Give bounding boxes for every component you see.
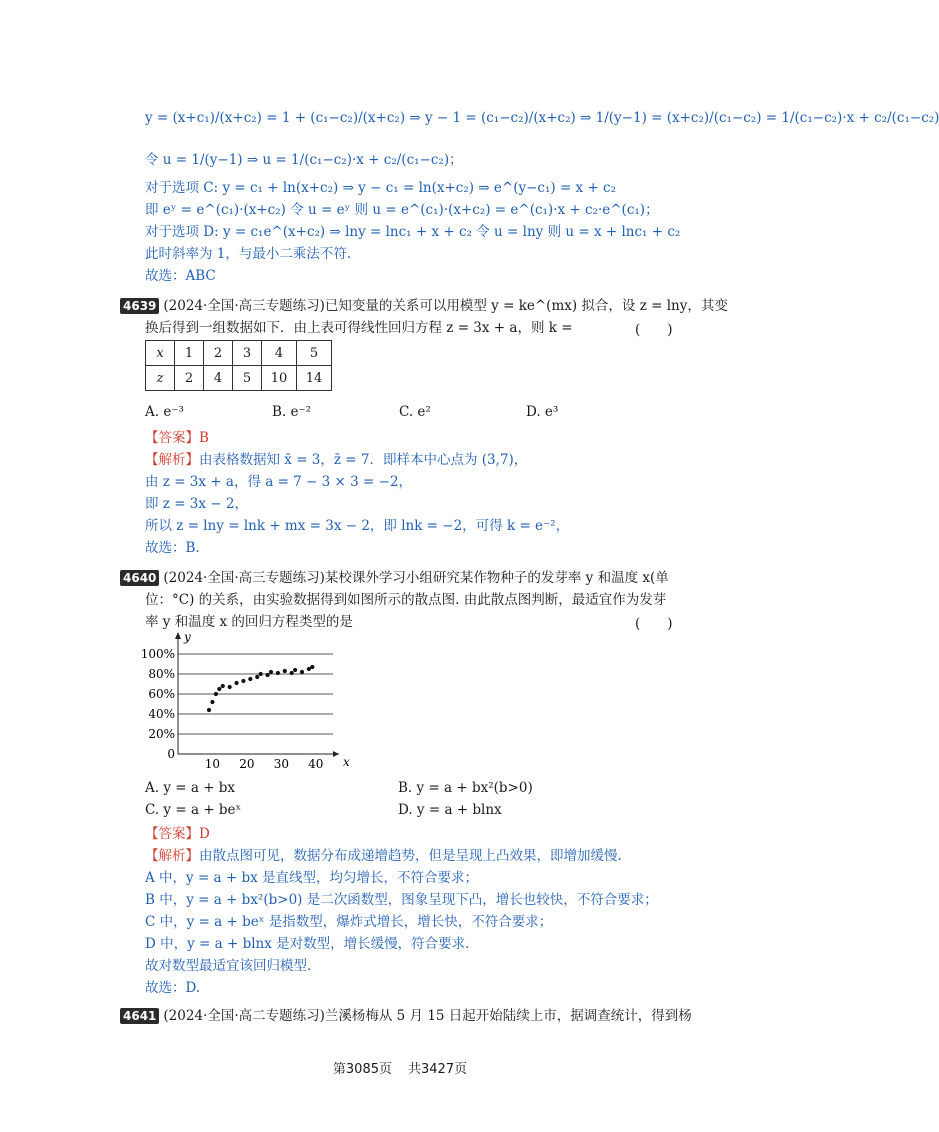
- data-point: [300, 670, 304, 674]
- answer-tag: 【答案】: [145, 430, 199, 446]
- question-4639-line-1: [120, 296, 728, 316]
- data-point: [214, 692, 218, 696]
- data-point: [228, 685, 232, 689]
- question-4640-line-3: 率 y 和温度 x 的回归方程类型的是: [145, 614, 353, 630]
- option-c: C. e²: [399, 404, 431, 420]
- analysis-line-1: [145, 846, 622, 866]
- table-cell: 2: [204, 341, 233, 366]
- solution-line-7: 故选：ABC: [145, 268, 216, 284]
- table-cell: 4: [262, 341, 297, 366]
- analysis-line-3: B 中，y = a + bx²(b>0) 是二次函数型，图象呈现下凸，增长也较快，不符合要求；: [145, 892, 658, 908]
- answer-value: B: [199, 430, 209, 446]
- y-tick-label: 20%: [148, 727, 175, 741]
- x-tick-label: 40: [308, 757, 324, 771]
- data-point: [310, 665, 314, 669]
- data-point: [207, 708, 211, 712]
- data-point: [248, 677, 252, 681]
- y-tick-label: 80%: [148, 667, 175, 681]
- question-number-badge: 4641: [120, 1008, 159, 1024]
- x-tick-label: 10: [204, 757, 221, 771]
- solution-line-3: 对于选项 C: y = c₁ + ln(x+c₂) ⇒ y − c₁ = ln(x+c₂) ⇒ e^(y−c₁) = x + c₂: [145, 180, 617, 196]
- y-axis-arrow: [175, 632, 181, 639]
- option-d: D. e³: [526, 404, 559, 420]
- analysis-line-6: 故对数型最适宜该回归模型.: [145, 958, 312, 974]
- page-number: 第3085页: [332, 1062, 392, 1077]
- table-cell: 1: [175, 341, 204, 366]
- analysis-line-2: 由 z = 3x + a，得 a = 7 − 3 × 3 = −2，: [145, 474, 413, 490]
- analysis-text: 由散点图可见，数据分布成递增趋势，但是呈现上凸效果，即增加缓慢.: [199, 848, 622, 864]
- analysis-line-5: 故选：B.: [145, 540, 200, 556]
- answer-tag: 【答案】: [145, 826, 199, 842]
- question-4639-text-1: (2024·全国·高三专题练习)已知变量的关系可以用模型 y = ke^(mx) 拟合，设 z = lny，其变: [163, 298, 728, 314]
- data-point: [290, 671, 294, 675]
- data-table: [145, 340, 332, 391]
- question-number-badge: 4639: [120, 298, 159, 314]
- question-4640-text-1: (2024·全国·高三专题练习)某校课外学习小组研究某作物种子的发芽率 y 和温度 x(单: [163, 570, 669, 586]
- data-point: [234, 681, 238, 685]
- y-tick-label: 60%: [148, 687, 175, 701]
- data-point: [210, 700, 214, 704]
- page-total: 共3427页: [408, 1062, 468, 1077]
- analysis-line-5: D 中，y = a + blnx 是对数型，增长缓慢，符合要求.: [145, 936, 470, 952]
- option-b: B. y = a + bx²(b>0): [398, 780, 533, 796]
- question-4640-line-1: [120, 568, 669, 588]
- answer-line: [145, 428, 209, 448]
- page-footer: [0, 1058, 800, 1077]
- data-point: [221, 684, 225, 688]
- analysis-tag: 【解析】: [145, 848, 199, 864]
- table-cell: 4: [204, 366, 233, 391]
- option-a: A. e⁻³: [145, 404, 184, 420]
- x-tick-label: 20: [239, 757, 255, 771]
- table-cell: 5: [297, 341, 332, 366]
- solution-line-2: 令 u = 1/(y−1) ⇒ u = 1/(c₁−c₂)·x + c₂/(c₁−c₂)；: [145, 152, 463, 168]
- data-point: [265, 673, 269, 677]
- analysis-text: 由表格数据知 x̄ = 3，z̄ = 7．即样本中心点为 (3,7)，: [199, 452, 528, 468]
- data-point: [255, 675, 259, 679]
- table-cell: 2: [175, 366, 204, 391]
- analysis-line-3: 即 z = 3x − 2，: [145, 496, 248, 512]
- x-axis-arrow: [333, 751, 339, 757]
- analysis-line-7: 故选：D.: [145, 980, 201, 996]
- option-d: D. y = a + blnx: [398, 802, 502, 818]
- question-4641-line-1: [120, 1006, 692, 1026]
- solution-line-1: y = (x+c₁)/(x+c₂) = 1 + (c₁−c₂)/(x+c₂) ⇒ y − 1 = (c₁−c₂)/(x+c₂) ⇒ 1/(y−1) = (x+c₂)/(c₁−c₂) = 1/(c₁−c₂)·x + c₂/(c₁−c₂): [145, 110, 939, 126]
- scatter-chart: [140, 630, 370, 775]
- analysis-line-2: A 中，y = a + bx 是直线型，均匀增长，不符合要求；: [145, 870, 479, 886]
- option-b: B. e⁻²: [272, 404, 312, 420]
- answer-value: D: [199, 826, 210, 842]
- x-tick-label: 30: [273, 757, 289, 771]
- table-cell: 5: [233, 366, 262, 391]
- solution-line-6: 此时斜率为 1，与最小二乘法不符.: [145, 246, 352, 262]
- option-c: C. y = a + beˣ: [145, 802, 242, 818]
- table-cell: 10: [262, 366, 297, 391]
- analysis-line-1: [145, 450, 527, 470]
- question-4639-line-2: 换后得到一组数据如下．由上表可得线性回归方程 z = 3x + a，则 k =: [145, 320, 573, 336]
- table-row: [146, 341, 332, 366]
- y-tick-label: 40%: [148, 707, 175, 721]
- answer-blank-parentheses: ( ): [635, 322, 673, 338]
- data-point: [269, 670, 273, 674]
- analysis-line-4: 所以 z = lny = lnk + mx = 3x − 2，即 lnk = −2，可得 k = e⁻²，: [145, 518, 570, 534]
- answer-line: [145, 824, 210, 844]
- x-axis-label: x: [343, 755, 350, 769]
- data-point: [276, 671, 280, 675]
- option-a: A. y = a + bx: [145, 780, 236, 796]
- analysis-line-4: C 中，y = a + beˣ 是指数型，爆炸式增长，增长快，不符合要求；: [145, 914, 553, 930]
- data-point: [283, 669, 287, 673]
- table-row: [146, 366, 332, 391]
- question-number-badge: 4640: [120, 570, 159, 586]
- y-tick-label: 0: [167, 747, 175, 761]
- answer-blank-parentheses: ( ): [635, 616, 673, 632]
- solution-line-5: 对于选项 D: y = c₁e^(x+c₂) ⇒ lny = lnc₁ + x + c₂ 令 u = lny 则 u = x + lnc₁ + c₂: [145, 224, 681, 240]
- question-4641-text-1: (2024·全国·高二专题练习)兰溪杨梅从 5 月 15 日起开始陆续上市，据调查统计，得到杨: [163, 1008, 692, 1024]
- question-4640-line-2: 位：°C) 的关系，由实验数据得到如图所示的散点图. 由此散点图判断，最适宜作为发芽: [145, 592, 667, 608]
- table-row-label: z: [146, 366, 175, 391]
- data-point: [259, 672, 263, 676]
- y-axis-label: y: [184, 630, 191, 644]
- data-point: [293, 668, 297, 672]
- data-point: [241, 679, 245, 683]
- table-cell: 14: [297, 366, 332, 391]
- table-row-label: x: [146, 341, 175, 366]
- y-tick-label: 100%: [140, 647, 175, 661]
- data-point: [217, 687, 221, 691]
- table-cell: 3: [233, 341, 262, 366]
- solution-line-4: 即 eʸ = e^(c₁)·(x+c₂) 令 u = eʸ 则 u = e^(c₁)·(x+c₂) = e^(c₁)·x + c₂·e^(c₁)；: [145, 202, 659, 218]
- analysis-tag: 【解析】: [145, 452, 199, 468]
